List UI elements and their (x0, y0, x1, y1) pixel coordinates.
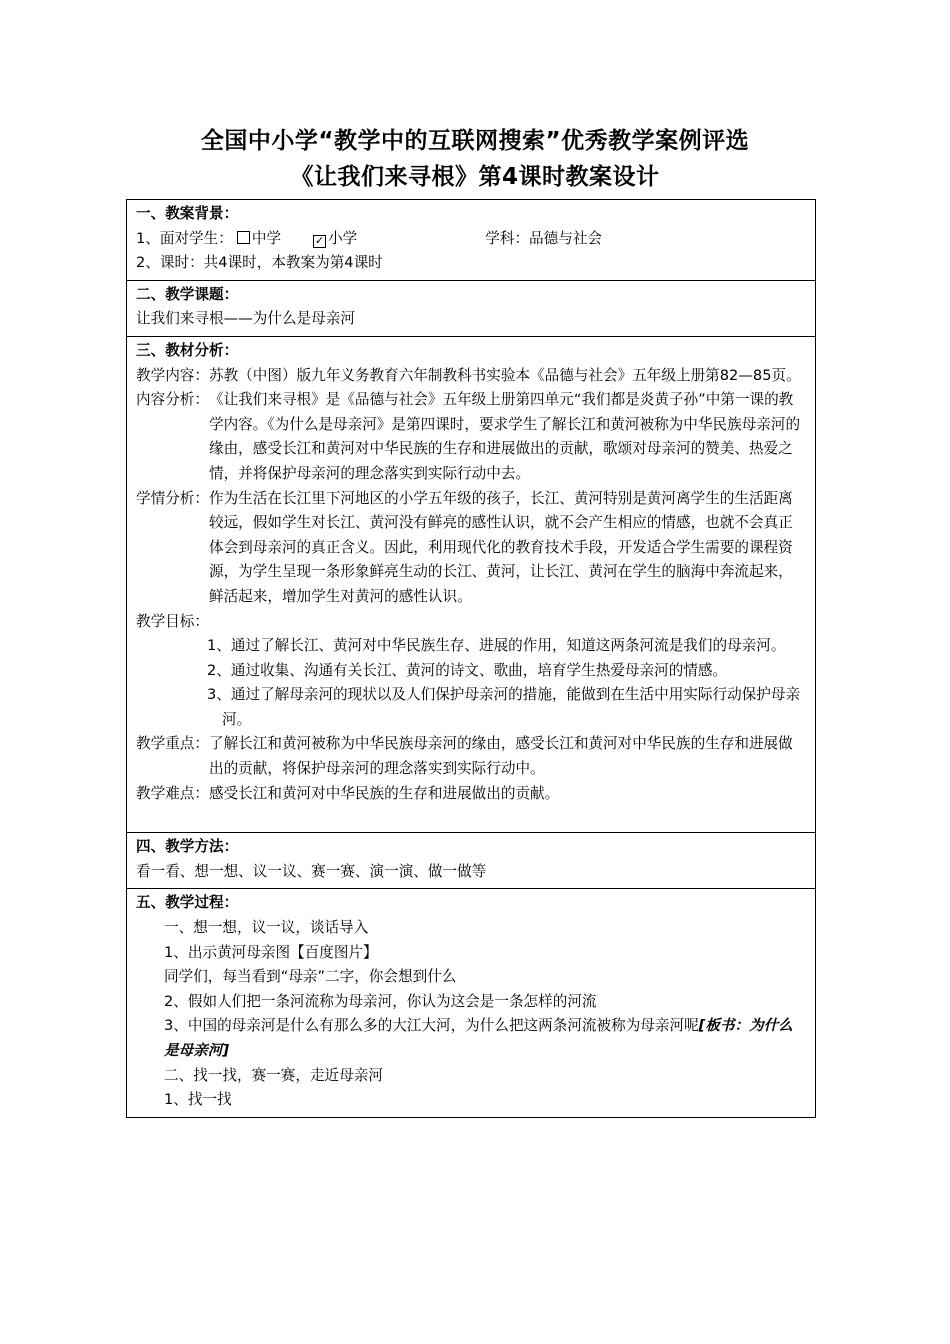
section-teaching-methods (127, 833, 816, 889)
section-topic (127, 280, 816, 336)
students-line (136, 227, 806, 252)
hours-line: 2、课时：共4课时，本教案为第4课时 (136, 254, 383, 272)
section-heading: 二、教学课题： (136, 285, 239, 303)
topic-text: 让我们来寻根——为什么是母亲河 (136, 310, 355, 328)
difficulty-label: 教学难点： (136, 784, 209, 802)
student-analysis-block (136, 487, 806, 610)
section-heading: 四、教学方法： (136, 838, 239, 856)
analysis-text: 《让我们来寻根》是《品德与社会》五年级上册第四单元“我们都是炎黄子孙”中第一课的教学内容。《为什么是母亲河》是第四课时，要求学生了解长江和黄河被称为中华民族母亲河的缘由，感受长江和黄河对中华民族的生存和进展做出的贡献，歌颂对母亲河的赞美、热爱之情，并将保护母亲河的理念落实到实际行动中去。 (208, 391, 801, 482)
students-label: 1、面对学生： (136, 229, 233, 247)
process-step: 2、假如人们把一条河流称为母亲河，你认为这会是一条怎样的河流 (164, 992, 597, 1010)
key-point-block (136, 732, 806, 781)
section-material-analysis (127, 336, 816, 832)
difficulty-block (136, 782, 806, 807)
process-step: 同学们，每当看到“母亲”二字，你会想到什么 (164, 968, 457, 986)
process-step: 1、找一找 (164, 1091, 232, 1109)
goal-item: 3、通过了解母亲河的现状以及人们保护母亲河的措施，能做到在生活中用实际行动保护母亲河。 (207, 686, 801, 728)
analysis-block (136, 388, 806, 486)
doc-title-line1: 全国中小学“教学中的互联网搜索”优秀教学案例评选 (200, 128, 750, 154)
student-analysis-label: 学情分析： (136, 489, 209, 507)
board-note: [板书：为什么是母亲河] (164, 1017, 793, 1059)
process-step-with-note (136, 1014, 806, 1063)
key-point-text: 了解长江和黄河被称为中华民族母亲河的缘由，感受长江和黄河对中华民族的生存和进展做出的贡献，将保护母亲河的理念落实到实际行动中。 (208, 735, 793, 778)
checkbox-middle-school[interactable] (237, 231, 250, 244)
goal-item: 1、通过了解长江、黄河对中华民族生存、进展的作用，知道这两条河流是我们的母亲河。 (207, 637, 786, 655)
goals-label: 教学目标： (136, 612, 209, 630)
subject-text: 学科：品德与社会 (485, 229, 603, 247)
section-heading: 三、教材分析： (136, 341, 239, 359)
option-primary-school: 小学 (328, 229, 358, 247)
option-middle-school: 中学 (251, 229, 282, 247)
student-analysis-text: 作为生活在长江里下河地区的小学五年级的孩子，长江、黄河特别是黄河离学生的生活距离较远，假如学生对长江、黄河没有鲜亮的感性认识，就不会产生相应的情感，也就不会真正体会到母亲河的真正含义。因此，利用现代化的教育技术手段，开发适合学生需要的课程资源，为学生呈现一条形象鲜亮生动的长江、黄河，让长江、黄河在学生的脑海中奔流起来，鲜活起来，增加学生对黄河的感性认识。 (208, 489, 793, 605)
key-point-label: 教学重点： (136, 735, 209, 753)
section-background (127, 200, 816, 281)
lesson-plan-table (126, 199, 816, 1118)
section-teaching-process (127, 889, 816, 1117)
section-heading: 一、教案背景： (136, 205, 239, 222)
analysis-label: 内容分析： (136, 391, 209, 409)
goal-item: 2、通过收集、沟通有关长江、黄河的诗文、歌曲，培育学生热爱母亲河的情感。 (207, 661, 728, 679)
process-step: 二、找一找，赛一赛，走近母亲河 (164, 1066, 383, 1084)
checkmark-icon: ✓ (314, 233, 325, 247)
process-step-text: 3、中国的母亲河是什么有那么多的大江大河，为什么把这两条河流被称为母亲河呢 (164, 1017, 699, 1035)
process-step: 一、想一想，议一议，谈话导入 (164, 919, 369, 937)
section-heading: 五、教学过程： (136, 894, 239, 912)
checkbox-primary-school[interactable] (313, 235, 326, 248)
content-text: 教学内容：苏教（中图）版九年义务教育六年制教科书实验本《品德与社会》五年级上册第82—85页。 (136, 366, 801, 384)
methods-text: 看一看、想一想、议一议、赛一赛、演一演、做一做等 (136, 862, 487, 880)
process-step: 1、出示黄河母亲图【百度图片】 (164, 943, 378, 961)
difficulty-text: 感受长江和黄河对中华民族的生存和进展做出的贡献。 (208, 784, 560, 802)
doc-title-line2: 《让我们来寻根》第4课时教案设计 (290, 164, 660, 190)
